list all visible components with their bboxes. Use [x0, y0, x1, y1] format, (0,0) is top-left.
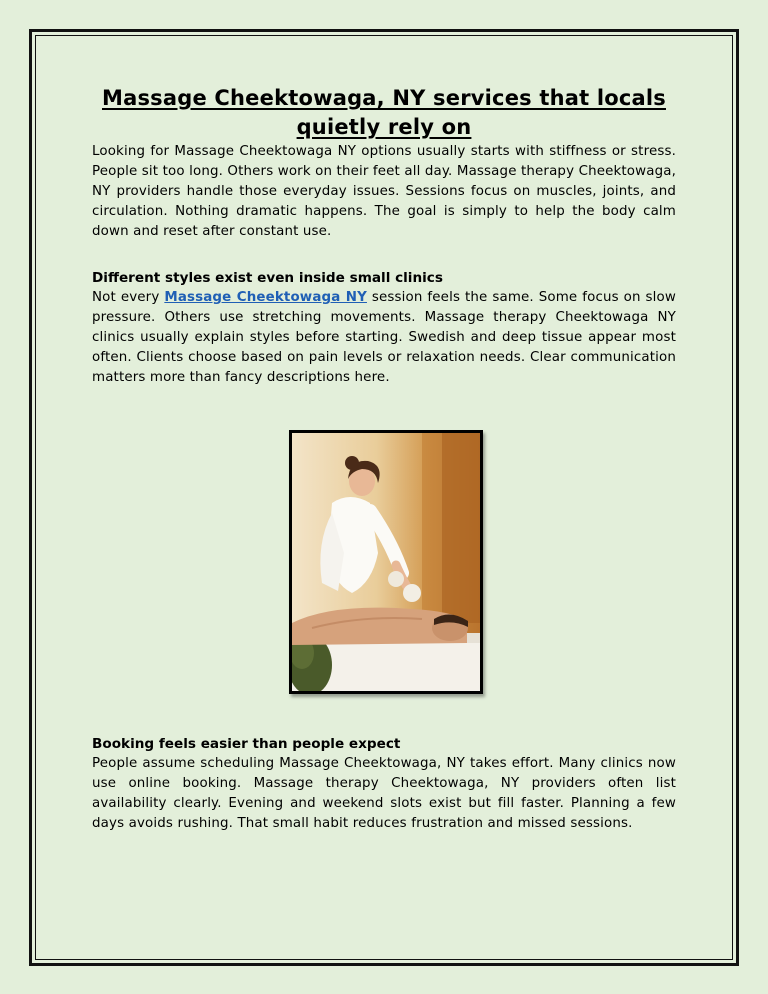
booking-paragraph: People assume scheduling Massage Cheektowaga, NY takes effort. Many clinics now use online booking. Massage therapy Cheektowaga, NY providers often list availability clearly. Evening and weekend slots exist but fill faster. Planning a few days avoids rushing. That small habit reduces frustration and missed sessions.: [92, 756, 676, 831]
section-heading-booking: Booking feels easier than people expect: [92, 736, 401, 752]
styles-text-after: session feels the same. Some focus on slow pressure. Others use stretching movements. Massage therapy Cheektowaga NY clinics usually explain styles before starting. Swedish and deep tissue appear most often. Clients choose based on pain levels or relaxation needs. Clear communication matters more than fancy descriptions here.: [92, 290, 676, 385]
massage-photo: [289, 430, 483, 694]
styles-text-before: Not every: [92, 290, 165, 305]
figure-container: [92, 430, 676, 694]
styles-paragraph: [92, 288, 676, 388]
intro-paragraph: Looking for Massage Cheektowaga NY options usually starts with stiffness or stress. People sit too long. Others work on their feet all day. Massage therapy Cheektowaga, NY providers handle those everyday issues. Sessions focus on muscles, joints, and circulation. Nothing dramatic happens. The goal is simply to help the body calm down and reset after constant use.: [92, 144, 676, 239]
document-content: [92, 84, 676, 834]
section-heading-styles: Different styles exist even inside small clinics: [92, 270, 443, 286]
page-title: Massage Cheektowaga, NY services that locals quietly rely on: [102, 86, 666, 139]
massage-scene-illustration: [292, 433, 480, 691]
massage-cheektowaga-link[interactable]: Massage Cheektowaga NY: [164, 290, 367, 305]
